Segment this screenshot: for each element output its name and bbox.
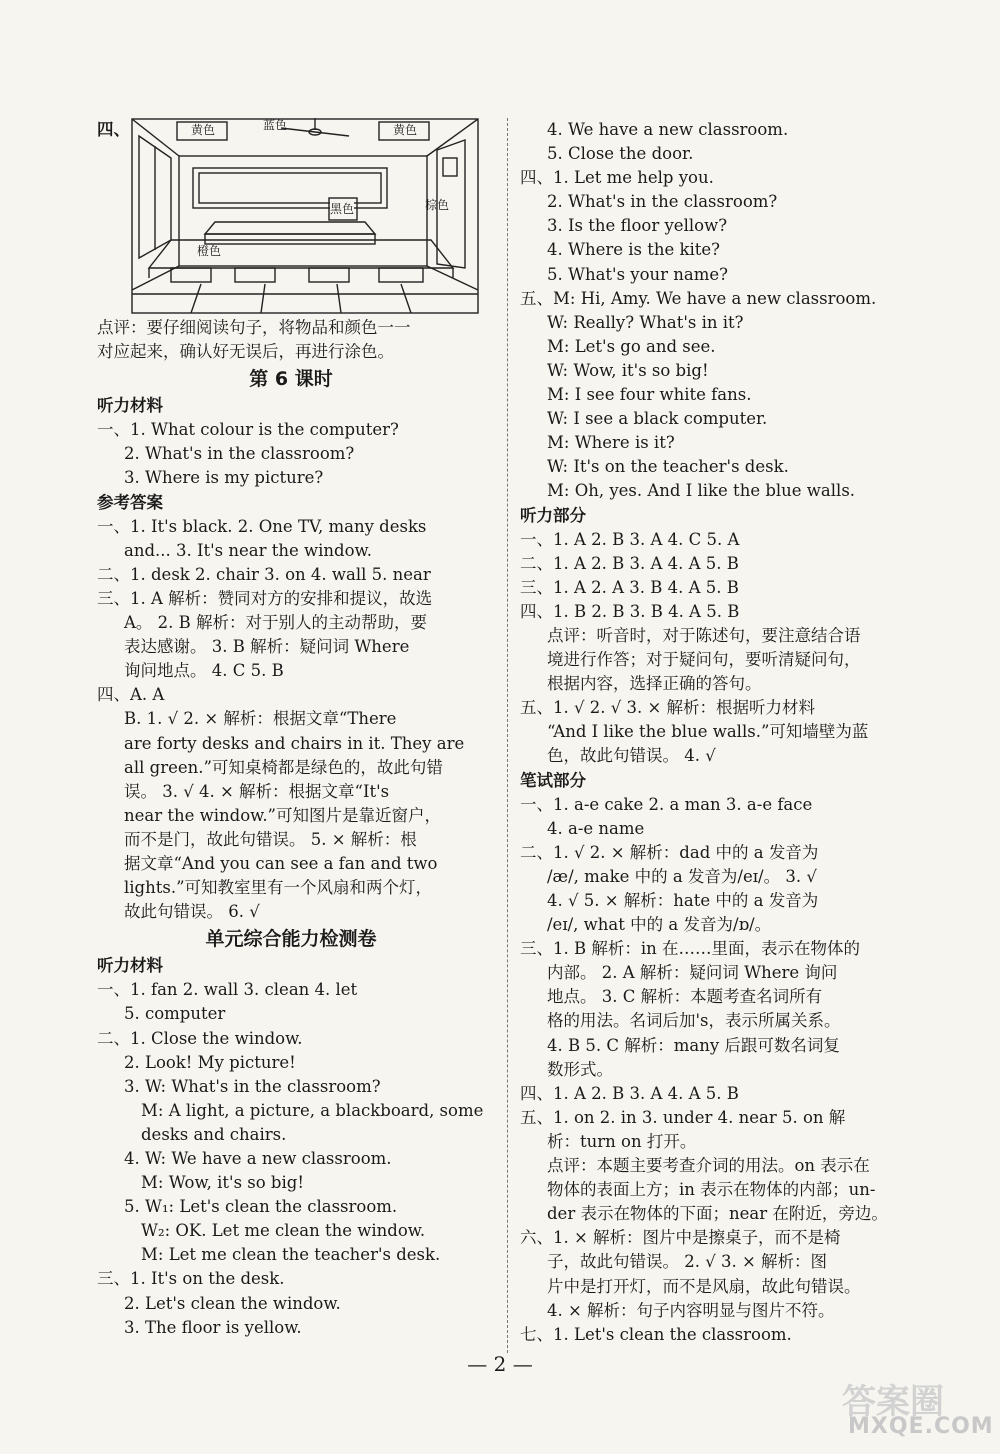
answer-line: 3. W: What's in the classroom? (124, 1076, 381, 1096)
answer-line: 询问地点。 4. C 5. B (124, 661, 284, 681)
answer-line: 一、1. fan 2. wall 3. clean 4. let (97, 980, 358, 1000)
subsection-heading: 听力部分 (520, 505, 586, 525)
color-label-orange: 橙色 (197, 244, 222, 258)
column-divider (507, 118, 509, 1353)
subsection-heading: 参考答案 (97, 492, 163, 512)
answer-line: M: Wow, it's so big! (141, 1173, 304, 1193)
page-number: — 2 — (467, 1352, 533, 1376)
answer-line: 内部。 2. A 解析：疑问词 Where 询问 (547, 963, 838, 983)
section-title: 第 6 课时 (249, 368, 333, 391)
answer-line: 二、1. desk 2. chair 3. on 4. wall 5. near (97, 564, 431, 584)
answer-line: desks and chairs. (141, 1124, 287, 1144)
color-label-yellow-left: 黄色 (191, 123, 216, 137)
answer-line: 点评：本题主要考查介词的用法。on 表示在 (547, 1156, 870, 1176)
subsection-heading: 听力材料 (97, 396, 163, 416)
answer-line: 二、1. √ 2. × 解析：dad 中的 a 发音为 (520, 842, 819, 862)
classroom-picture-block (97, 118, 485, 316)
left-column (97, 118, 485, 1340)
answer-line: lights.”可知教室里有一个风扇和两个灯， (124, 878, 433, 898)
color-label-yellow-right: 黄色 (393, 123, 418, 137)
answer-line: 析：turn on 打开。 (547, 1131, 697, 1151)
answer-line: 2. Look! My picture! (124, 1052, 296, 1072)
answer-line: M: A light, a picture, a blackboard, some (141, 1100, 484, 1120)
answer-line: M: I see four white fans. (547, 385, 752, 405)
answer-line: 物体的表面上方；in 表示在物体的内部；un- (547, 1180, 876, 1200)
classroom-picture (131, 118, 479, 314)
color-label-black: 黑色 (330, 202, 355, 216)
answer-line: W: Wow, it's so big! (547, 360, 709, 380)
answer-line: 5. What's your name? (547, 264, 729, 284)
answer-line: 而不是门，故此句错误。 5. × 解析：根 (124, 829, 417, 849)
answer-line: 一、1. It's black. 2. One TV, many desks (97, 516, 427, 536)
answer-line: 四、1. Let me help you. (520, 168, 714, 188)
answer-line: 4. B 5. C 解析：many 后跟可数名词复 (547, 1035, 840, 1055)
answer-line: 4. We have a new classroom. (547, 120, 789, 139)
answer-line: 一、1. A 2. B 3. A 4. C 5. A (520, 529, 740, 549)
answer-line: 三、1. A 解析：赞同对方的安排和提议，故选 (97, 588, 433, 608)
answer-line: 七、1. Let's clean the classroom. (520, 1324, 792, 1344)
answer-line: 4. × 解析：句子内容明显与图片不符。 (547, 1300, 835, 1320)
answer-line: 二、1. A 2. B 3. A 4. A 5. B (520, 553, 739, 573)
answer-line: M: Oh, yes. And I like the blue walls. (547, 481, 856, 501)
answer-line: 点评：听音时，对于陈述句，要注意结合语 (547, 625, 861, 645)
answer-line: 5. computer (124, 1004, 226, 1024)
color-label-blue: 蓝色 (263, 118, 288, 132)
color-label-brown: 棕色 (425, 198, 450, 212)
answer-line: 五、1. on 2. in 3. under 4. near 5. on 解 (520, 1107, 846, 1127)
answer-line: 片中是打开灯，而不是风扇，故此句错误。 (547, 1276, 861, 1296)
answer-line: 数形式。 (547, 1059, 613, 1079)
answer-line: 表达感谢。 3. B 解析：疑问词 Where (124, 637, 410, 657)
answer-line: M: Let me clean the teacher's desk. (141, 1245, 441, 1265)
answer-line: 根据内容，选择正确的答句。 (547, 674, 762, 694)
answer-line: 三、1. A 2. A 3. B 4. A 5. B (520, 577, 739, 597)
section-title: 单元综合能力检测卷 (205, 928, 377, 951)
answer-line: der 表示在物体的下面；near 在附近，旁边。 (547, 1204, 888, 1224)
answer-line: 色，故此句错误。 4. √ (547, 746, 716, 766)
answer-line: 3. The floor is yellow. (124, 1317, 302, 1337)
answer-line: 3. Where is my picture? (124, 468, 324, 488)
watermark-url: MXQE.COM (848, 1414, 994, 1439)
picture-section-label: 四、 (97, 120, 130, 139)
answer-line: W: I see a black computer. (547, 409, 768, 429)
answer-line: 5. W₁: Let's clean the classroom. (124, 1197, 398, 1217)
answer-line: 4. √ 5. × 解析：hate 中的 a 发音为 (547, 891, 819, 910)
answer-line: 六、1. × 解析：图片中是擦桌子，而不是椅 (520, 1228, 841, 1248)
answer-line: 五、M: Hi, Amy. We have a new classroom. (520, 288, 877, 308)
answer-line: “And I like the blue walls.”可知墙壁为蓝 (547, 722, 869, 742)
answer-line: 四、1. A 2. B 3. A 4. A 5. B (520, 1083, 739, 1103)
answer-line: 三、1. B 解析：in 在……里面，表示在物体的 (520, 939, 861, 959)
answer-line: 2. What's in the classroom? (124, 444, 355, 464)
answer-line: 地点。 3. C 解析：本题考查名词所有 (547, 987, 823, 1007)
answer-line: 4. Where is the kite? (547, 240, 721, 260)
answer-line: W₂: OK. Let me clean the window. (141, 1221, 426, 1241)
answer-line: 2. Let's clean the window. (124, 1293, 341, 1313)
answer-line: W: It's on the teacher's desk. (547, 457, 789, 477)
answer-line: 故此句错误。 6. √ (124, 902, 260, 922)
answer-line: are forty desks and chairs in it. They are (124, 733, 465, 753)
right-column (520, 118, 910, 1347)
answer-line: A。 2. B 解析：对于别人的主动帮助，要 (124, 613, 428, 633)
left-text-lines (97, 316, 485, 1340)
answer-line: all green.”可知桌椅都是绿色的，故此句错 (124, 757, 443, 777)
answer-line: B. 1. √ 2. × 解析：根据文章“There (124, 709, 397, 729)
answer-line: 四、A. A (97, 685, 165, 705)
answer-line: 三、1. It's on the desk. (97, 1269, 285, 1289)
answer-line: 据文章“And you can see a fan and two (124, 853, 438, 873)
answer-line: /eɪ/, what 中的 a 发音为/ɒ/。 (547, 915, 772, 935)
answer-line: 误。 3. √ 4. × 解析：根据文章“It's (124, 781, 390, 801)
answer-line: /æ/, make 中的 a 发音为/eɪ/。 3. √ (547, 866, 817, 886)
answer-line: 对应起来，确认好无误后，再进行涂色。 (97, 342, 394, 362)
answer-line: 点评：要仔细阅读句子，将物品和颜色一一 (97, 318, 411, 337)
answer-line: 一、1. What colour is the computer? (97, 420, 399, 440)
right-text-lines (520, 118, 910, 1347)
watermark-logo: 答案圈 (842, 1382, 944, 1422)
answer-line: 五、1. √ 2. √ 3. × 解析：根据听力材料 (520, 698, 816, 718)
subsection-heading: 笔试部分 (520, 770, 586, 790)
answer-line: 二、1. Close the window. (97, 1028, 303, 1048)
answer-line: near the window.”可知图片是靠近窗户， (124, 805, 441, 825)
subsection-heading: 听力材料 (97, 956, 163, 976)
answer-line: and... 3. It's near the window. (124, 540, 372, 560)
answer-line: 格的用法。名词后加's，表示所属关系。 (547, 1011, 841, 1031)
answer-line: 境进行作答；对于疑问句，要听清疑问句， (547, 650, 861, 670)
answer-line: 3. Is the floor yellow? (547, 216, 728, 236)
classroom-drawing (131, 118, 479, 314)
answer-line: 4. W: We have a new classroom. (124, 1149, 392, 1168)
answer-line: 子，故此句错误。 2. √ 3. × 解析：图 (547, 1252, 828, 1272)
answer-line: M: Where is it? (547, 433, 675, 453)
answer-line: M: Let's go and see. (547, 336, 716, 356)
answer-line: 4. a-e name (547, 818, 645, 838)
answer-line: 一、1. a-e cake 2. a man 3. a-e face (520, 794, 813, 814)
answer-line: 四、1. B 2. B 3. B 4. A 5. B (520, 601, 740, 621)
answer-line: 2. What's in the classroom? (547, 192, 778, 212)
answer-line: W: Really? What's in it? (547, 312, 744, 332)
answer-line: 5. Close the door. (547, 144, 694, 164)
